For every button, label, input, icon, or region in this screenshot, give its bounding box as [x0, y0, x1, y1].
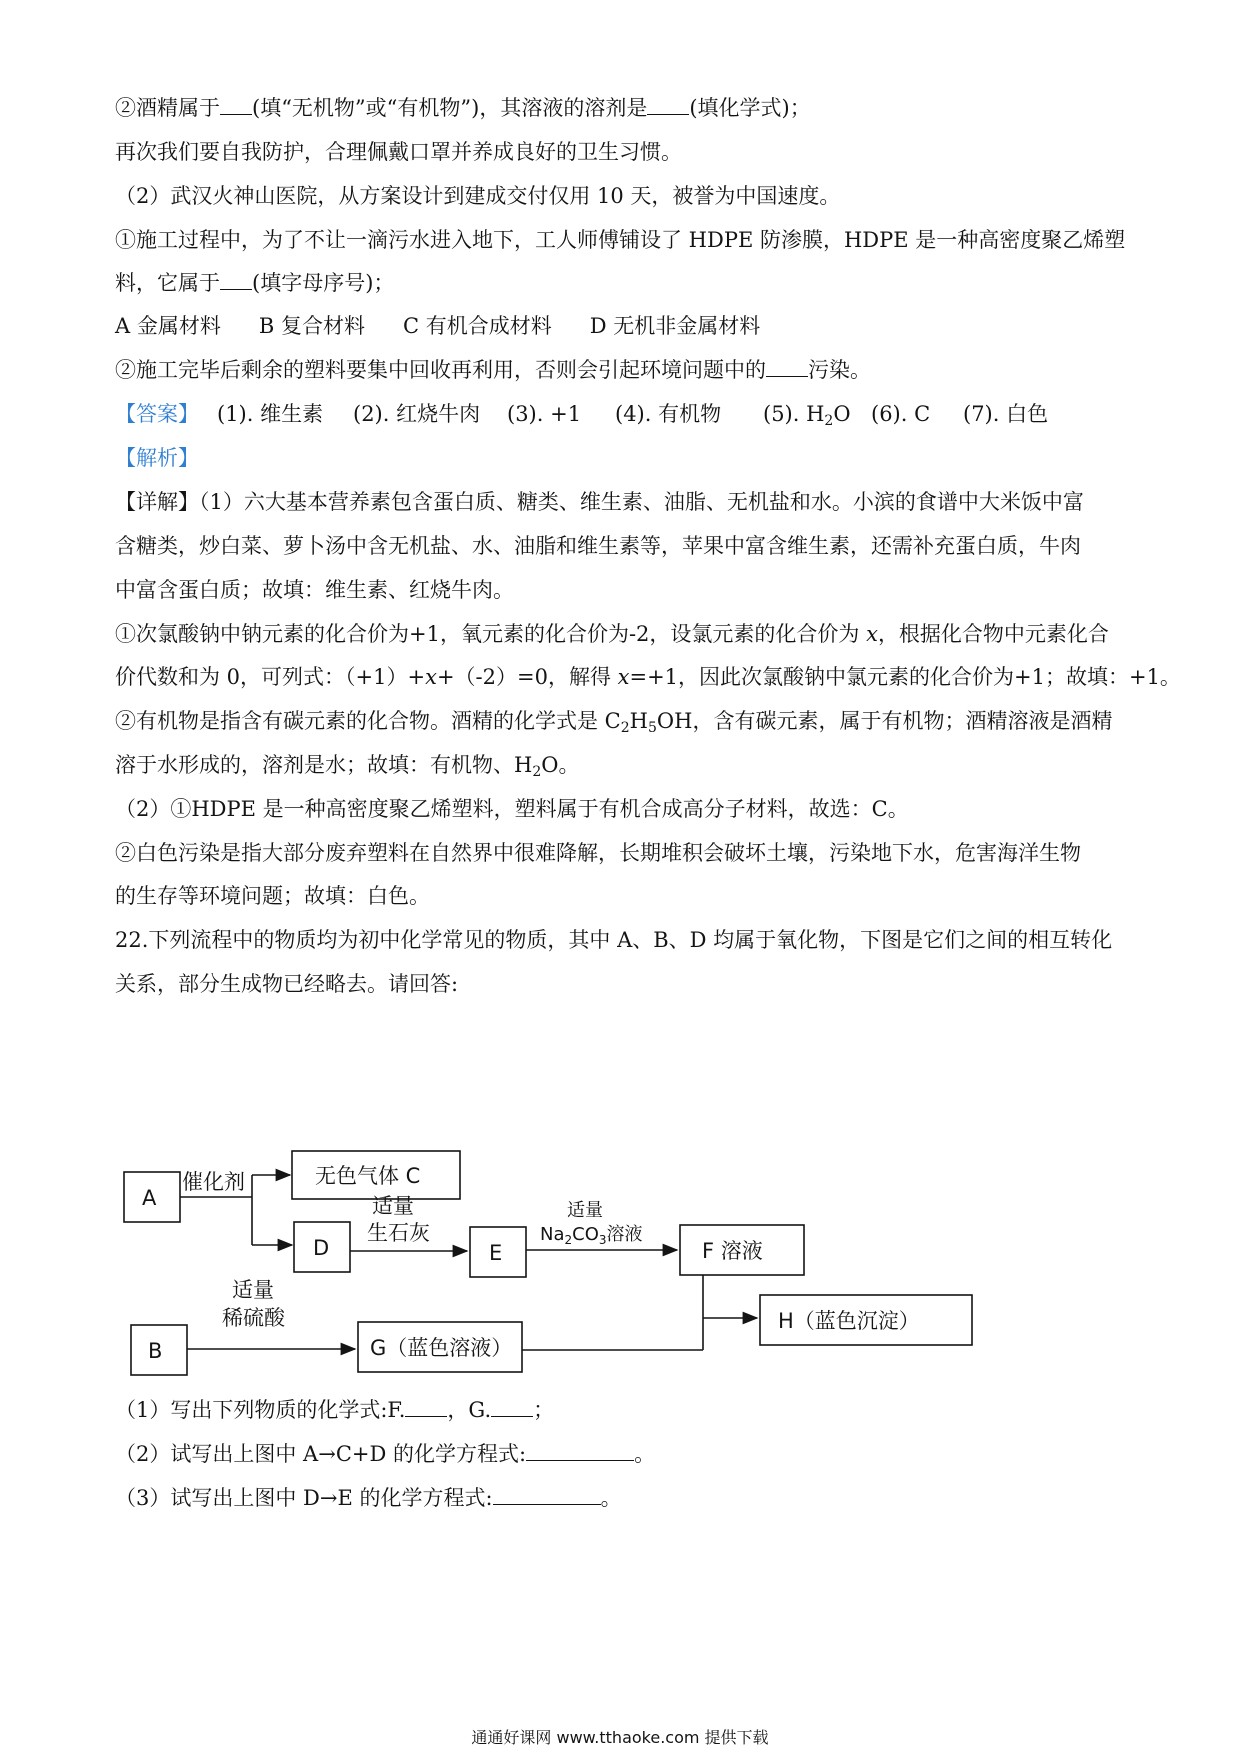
text: ，根据化合物中元素化合 [877, 622, 1109, 646]
text-line: 的生存等环境问题；故填：白色。 [115, 884, 430, 908]
text: ； [533, 1398, 555, 1422]
variable: x [425, 665, 437, 689]
text: ②有机物是指含有碳元素的化合物。酒精的化学式是 C [115, 709, 621, 733]
text: 价代数和为 0，可列式：（+1）+ [115, 665, 426, 689]
answer-label: 【答案】 [115, 402, 199, 426]
text: C+D 的化学方程式: [335, 1442, 527, 1466]
label-na2co3-amount: 适量 [567, 1200, 603, 1221]
label-f: F 溶液 [702, 1239, 763, 1263]
label-catalyst: 催化剂 [182, 1170, 245, 1194]
text-line: ①施工过程中，为了不让一滴污水进入地下，工人师傅铺设了 HDPE 防渗膜，HDPE 是一种高密度聚乙烯塑 [115, 228, 1126, 252]
option-d: D 无机非金属材料 [589, 314, 761, 338]
label-na2co3: $Na_2CO_3$溶液 [540, 1224, 643, 1247]
label-g: G（蓝色溶液） [370, 1336, 513, 1360]
text: （2）试写出上图中 A [115, 1442, 319, 1466]
text-line: （2）①HDPE 是一种高密度聚乙烯塑料，塑料属于有机合成高分子材料，故选：C。 [115, 797, 909, 821]
subquestion-1 [115, 1395, 1135, 1425]
label-lime: 生石灰 [367, 1221, 430, 1245]
analysis-label: 【解析】 [115, 446, 199, 470]
text: =+1，因此次氯酸钠中氯元素的化合价为+1；故填：+1。 [629, 665, 1181, 689]
text: (5). H [763, 402, 825, 426]
text: +（-2）=0，解得 [436, 665, 618, 689]
subscript: 2 [620, 720, 630, 736]
option-c: C 有机合成材料 [402, 314, 552, 338]
text: O。 [541, 753, 580, 777]
option-b: B 复合材料 [258, 314, 365, 338]
label-h: H（蓝色沉淀） [778, 1309, 920, 1333]
answer-blank [491, 1396, 533, 1417]
text: (填化学式)； [689, 96, 811, 120]
label-acid: 稀硫酸 [222, 1306, 285, 1330]
label-lime-amount: 适量 [372, 1194, 414, 1218]
option-a: A 金属材料 [115, 314, 221, 338]
text-line: ②白色污染是指大部分废弃塑料在自然界中很难降解，长期堆积会破坏土壤，污染地下水，危害海洋生物 [115, 841, 1081, 865]
text-line: （2）武汉火神山医院，从方案设计到建成交付仅用 10 天，被誉为中国速度。 [115, 184, 841, 208]
question-22-stem: 22.下列流程中的物质均为初中化学常见的物质，其中 A、B、D 均属于氧化物，下图是它们之间的相互转化 [115, 928, 1113, 952]
answer-item: (2). 红烧牛肉 [353, 402, 481, 426]
text: （3）试写出上图中 D [115, 1486, 320, 1510]
label-e: E [489, 1241, 503, 1265]
variable: x [866, 622, 878, 646]
text: ，G. [447, 1398, 492, 1422]
text: (填“无机物”或“有机物”)，其溶液的溶剂是 [252, 96, 648, 120]
answer-item: (6). C [871, 402, 931, 426]
arrow-icon: → [319, 1486, 338, 1510]
text-line: 含糖类，炒白菜、萝卜汤中含无机盐、水、油脂和维生素等，苹果中富含维生素，还需补充蛋白质，牛肉 [115, 534, 1081, 558]
answer-item: (1). 维生素 [217, 402, 324, 426]
subquestion-2 [115, 1439, 1135, 1469]
detail-label: 【详解】 [115, 490, 199, 514]
text: 料，它属于 [115, 271, 220, 295]
label-d: D [313, 1236, 330, 1260]
answer-item: (4). 有机物 [615, 402, 722, 426]
subscript: 2 [532, 764, 542, 780]
text: E 的化学方程式: [337, 1486, 493, 1510]
text: ①次氯酸钠中钠元素的化合价为+1，氧元素的化合价为-2，设氯元素的化合价为 [115, 622, 867, 646]
text: （1）六大基本营养素包含蛋白质、糖类、维生素、油脂、无机盐和水。小滨的食谱中大米饭中富 [199, 490, 1084, 514]
subquestion-3 [115, 1483, 1135, 1513]
subscript: 2 [824, 413, 834, 429]
arrow-icon: → [318, 1442, 336, 1466]
text: ②酒精属于 [115, 96, 220, 120]
text: 。 [600, 1486, 622, 1510]
text: O [833, 402, 851, 426]
text: 溶于水形成的，溶剂是水；故填：有机物、H [115, 753, 533, 777]
label-b: B [148, 1339, 163, 1363]
answer-blank [526, 1440, 634, 1461]
label-c: 无色气体 C [315, 1164, 421, 1188]
text-line: 关系，部分生成物已经略去。请回答: [115, 972, 459, 996]
text: ②施工完毕后剩余的塑料要集中回收再利用，否则会引起环境问题中的 [115, 358, 766, 382]
variable: x [617, 665, 630, 689]
answer-item: (3). +1 [507, 402, 582, 426]
text: H [629, 709, 648, 733]
label-acid-amount: 适量 [232, 1278, 274, 1302]
text: OH，含有碳元素，属于有机物；酒精溶液是酒精 [656, 709, 1113, 733]
label-a: A [142, 1186, 157, 1210]
text: （1）写出下列物质的化学式:F. [115, 1398, 406, 1422]
text-line: 再次我们要自我防护，合理佩戴口罩并养成良好的卫生习惯。 [115, 140, 682, 164]
answer-item: (7). 白色 [963, 402, 1049, 426]
text-line: 中富含蛋白质；故填：维生素、红烧牛肉。 [115, 578, 514, 602]
text: 。 [634, 1442, 656, 1466]
subscript: 5 [648, 720, 657, 736]
answer-blank [405, 1396, 447, 1417]
text: 污染。 [808, 358, 871, 382]
page-footer: 通通好课网 www.tthaoke.com 提供下载 [471, 1728, 769, 1747]
text: (填字母序号)； [252, 271, 395, 295]
answer-blank [493, 1484, 601, 1505]
